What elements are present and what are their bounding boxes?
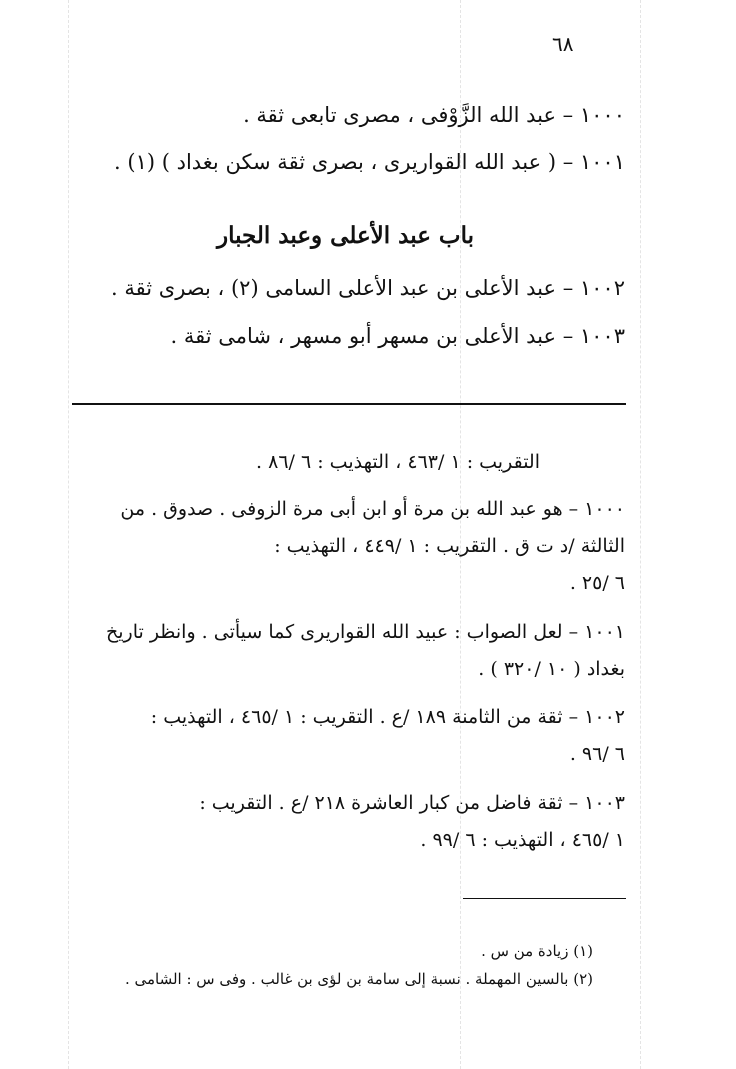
notes-intro: التقريب : ١ /٤٦٣ ، التهذيب : ٦ /٨٦ . <box>256 451 540 473</box>
note-1003-line2: ١ /٤٦٥ ، التهذيب : ٦ /٩٩ . <box>420 829 625 851</box>
note-1001-line1: ١٠٠١ – لعل الصواب : عبيد الله القواريرى كما سيأتى . وانظر تاريخ <box>105 621 625 643</box>
scan-guide <box>68 0 69 1069</box>
entry-1001: ١٠٠١ – ( عبد الله القواريرى ، بصرى ثقة سكن بغداد ) (١) . <box>114 150 625 174</box>
note-1003-line1: ١٠٠٣ – ثقة فاضل من كبار العاشرة ٢١٨ /ع . التقريب : <box>199 792 625 814</box>
entry-1002: ١٠٠٢ – عبد الأعلى بن عبد الأعلى السامى (٢) ، بصرى ثقة . <box>111 276 625 300</box>
footnote-divider <box>463 898 626 899</box>
note-1000-line1: ١٠٠٠ – هو عبد الله بن مرة أو ابن أبى مرة الزوفى . صدوق . من <box>120 498 625 520</box>
section-divider <box>72 403 626 405</box>
footnote-2: (٢) بالسين المهملة . نسبة إلى سامة بن لؤى بن غالب . وفى س : الشامى . <box>124 970 593 988</box>
scan-guide <box>640 0 641 1069</box>
page-number: ٦٨ <box>552 32 574 56</box>
entry-1000: ١٠٠٠ – عبد الله الزَّوْفى ، مصرى تابعى ثقة . <box>243 103 625 127</box>
note-1000-line2: الثالثة /د ت ق . التقريب : ١ /٤٤٩ ، التهذيب : <box>274 535 625 557</box>
footnote-1: (١) زيادة من س . <box>481 942 593 960</box>
section-heading: باب عبد الأعلى وعبد الجبار <box>217 222 474 249</box>
note-1002-line1: ١٠٠٢ – ثقة من الثامنة ١٨٩ /ع . التقريب : ١ /٤٦٥ ، التهذيب : <box>150 706 625 728</box>
note-1000-line3: ٦ /٢٥ . <box>569 572 625 594</box>
note-1001-line2: بغداد ( ١٠ /٣٢٠ ) . <box>478 658 625 680</box>
note-1002-line2: ٦ /٩٦ . <box>569 743 625 765</box>
entry-1003: ١٠٠٣ – عبد الأعلى بن مسهر أبو مسهر ، شامى ثقة . <box>170 324 625 348</box>
